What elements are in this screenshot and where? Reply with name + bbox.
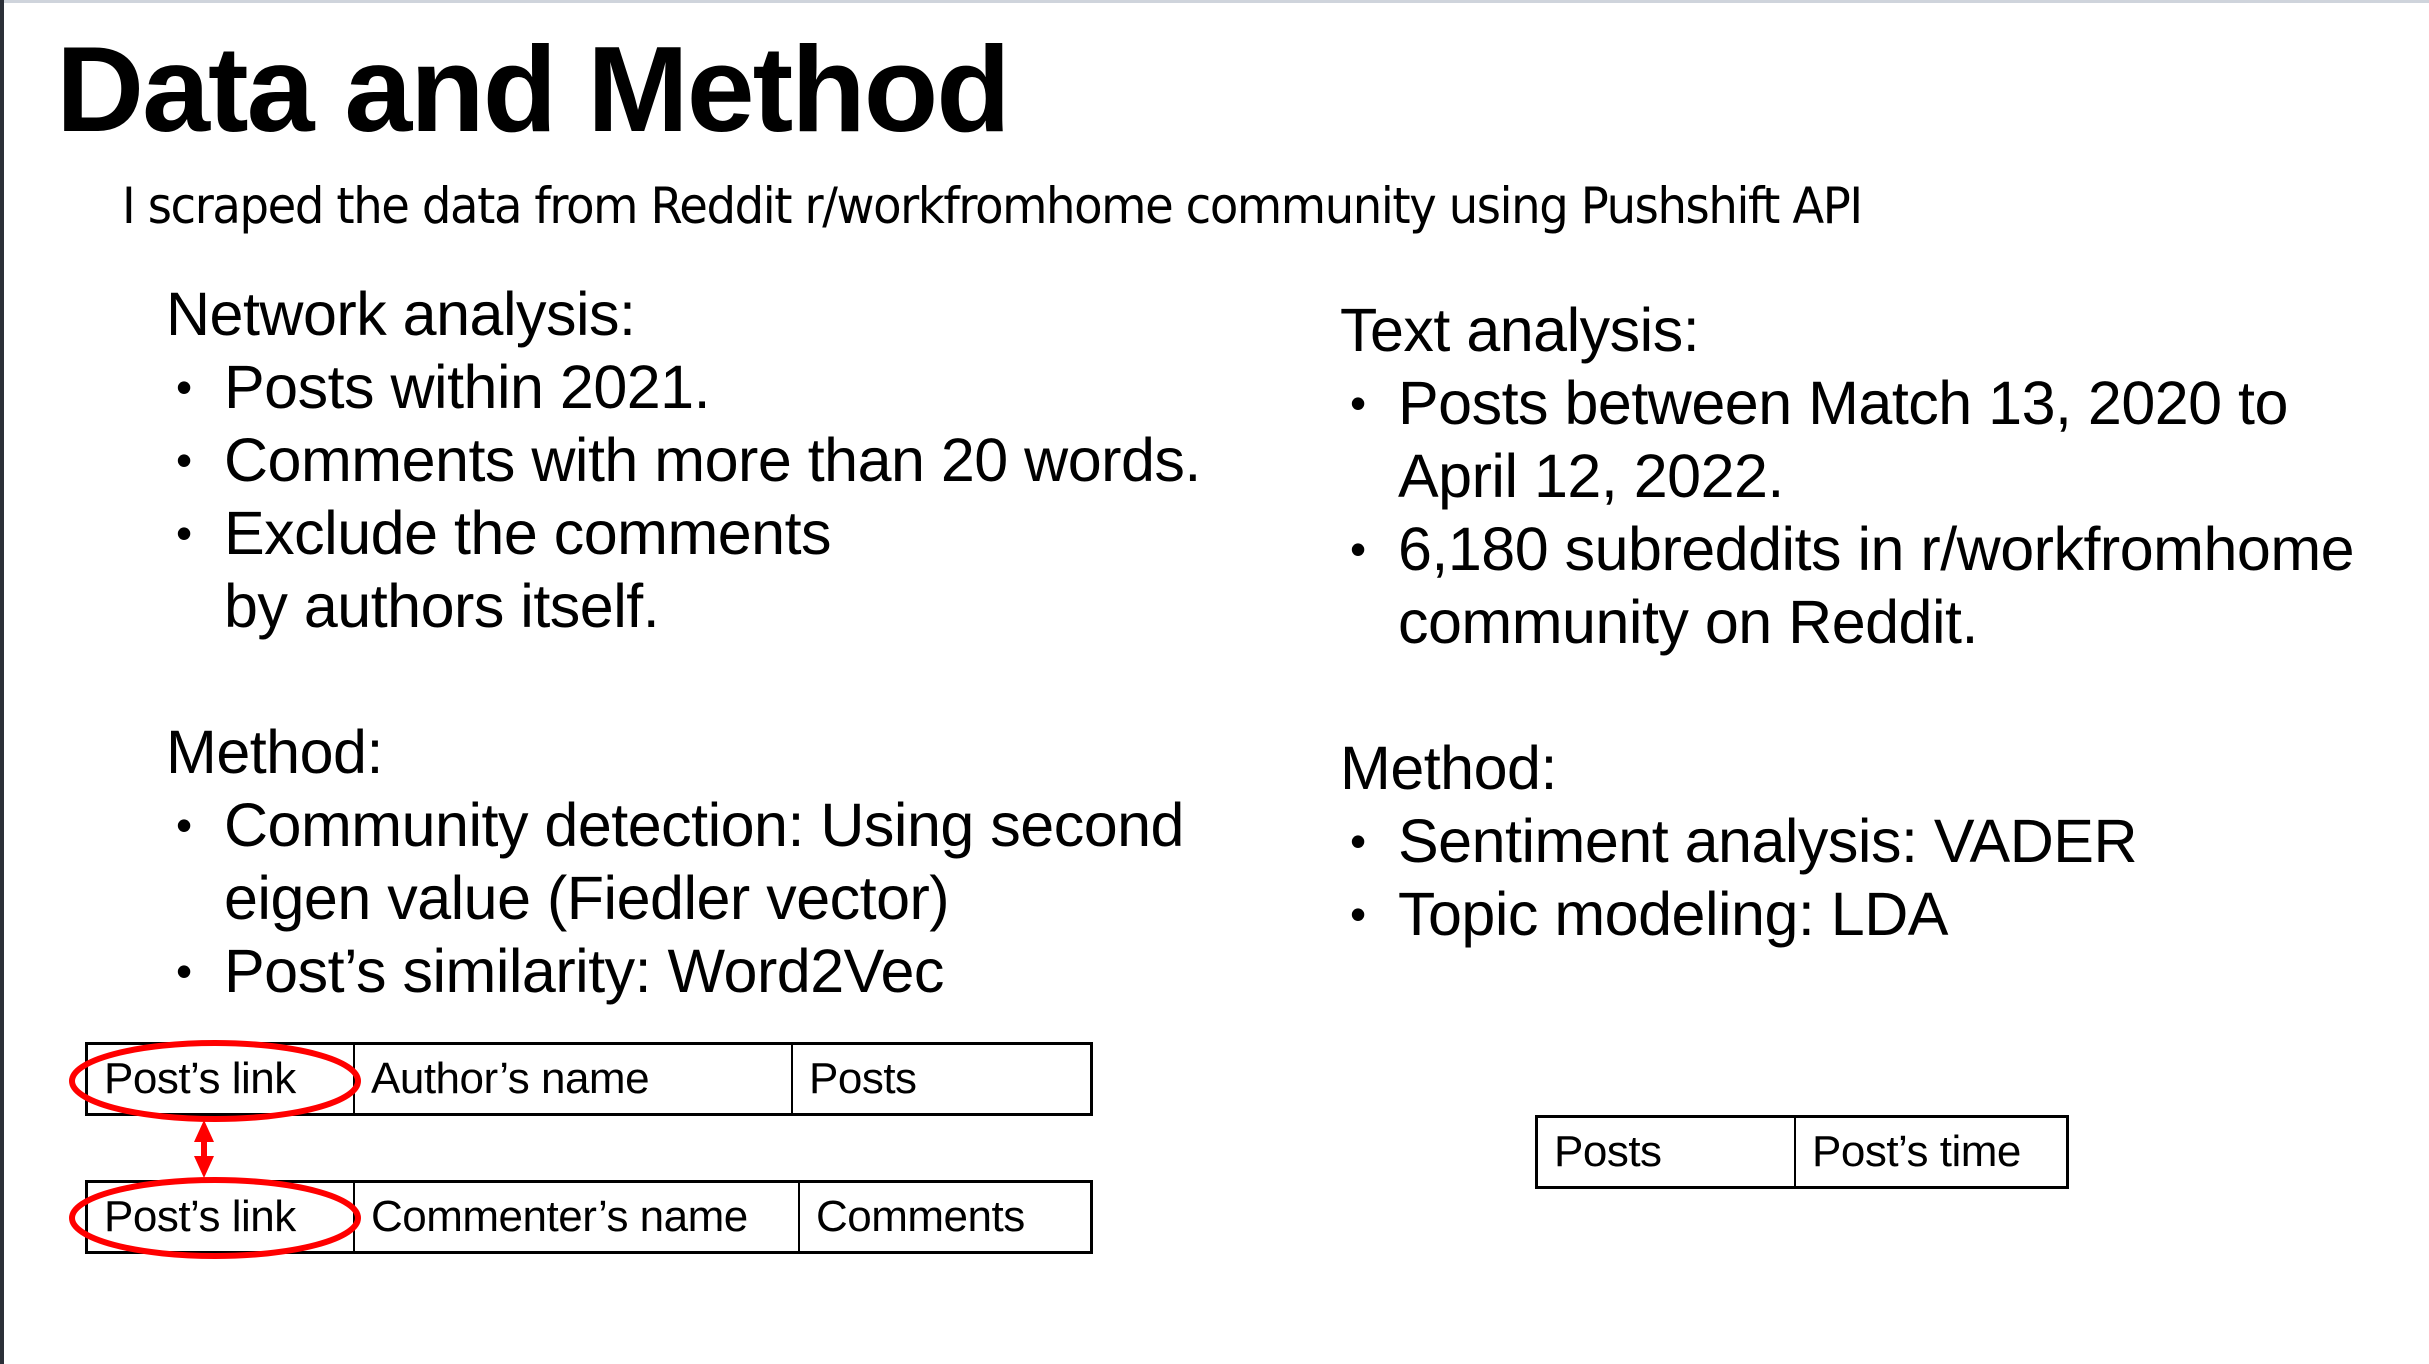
- table-cell-posts: Posts: [791, 1045, 1090, 1113]
- text-method-heading: Method:: [1340, 734, 1557, 802]
- list-item: • Community detection: Using second eigen value (Fiedler vector): [176, 791, 1184, 932]
- bullet-icon: •: [1350, 888, 1366, 940]
- list-item: • Posts within 2021.: [166, 351, 1266, 424]
- text-analysis-heading: Text analysis:: [1340, 296, 1700, 364]
- table-cell-commenter-name: Commenter’s name: [353, 1183, 798, 1251]
- slide-left-border: [0, 0, 4, 1364]
- bullet-icon: •: [1350, 815, 1366, 867]
- author-posts-table: [85, 1042, 1093, 1116]
- table-cell-post-time: Post’s time: [1794, 1118, 2066, 1186]
- commenter-comments-table: [85, 1180, 1093, 1254]
- bullet-icon: •: [176, 945, 192, 997]
- list-item: • Exclude the comments by authors itself.: [176, 499, 832, 640]
- double-arrow-icon: [194, 1120, 214, 1178]
- network-analysis-column: [166, 278, 1266, 1008]
- table-cell-comments: Comments: [798, 1183, 1090, 1251]
- bullet-icon: •: [176, 361, 192, 413]
- slide-title: Data and Method: [56, 21, 1009, 157]
- network-method-list: [166, 789, 1266, 1008]
- text-method-list: [1340, 805, 2420, 951]
- list-item: • Sentiment analysis: VADER: [1340, 805, 2420, 878]
- posts-time-table: [1535, 1115, 2069, 1189]
- slide-subtitle: I scraped the data from Reddit r/workfromhome community using Pushshift API: [122, 177, 1862, 235]
- slide-top-border: [0, 0, 2429, 3]
- network-analysis-heading: Network analysis:: [166, 280, 636, 348]
- bullet-icon: •: [1350, 377, 1366, 429]
- table-cell-posts-link: Post’s link: [104, 1054, 296, 1103]
- list-item: • 6,180 subreddits in r/workfromhome community on Reddit.: [1350, 515, 2355, 656]
- text-analysis-list: [1340, 367, 2420, 659]
- bullet-icon: •: [176, 507, 192, 559]
- list-item: • Posts between Match 13, 2020 to April 12, 2022.: [1350, 369, 2288, 510]
- text-analysis-column: [1340, 294, 2420, 951]
- table-cell-posts: Posts: [1554, 1127, 1662, 1176]
- bullet-icon: •: [176, 434, 192, 486]
- list-item: • Topic modeling: LDA: [1340, 878, 2420, 951]
- network-analysis-list: [166, 351, 1266, 643]
- bullet-icon: •: [1350, 523, 1366, 575]
- list-item: • Comments with more than 20 words.: [166, 424, 1266, 497]
- list-item: • Post’s similarity: Word2Vec: [166, 935, 1266, 1008]
- bullet-icon: •: [176, 799, 192, 851]
- table-cell-posts-link: Post’s link: [104, 1192, 296, 1241]
- table-cell-author-name: Author’s name: [353, 1045, 791, 1113]
- network-method-heading: Method:: [166, 718, 383, 786]
